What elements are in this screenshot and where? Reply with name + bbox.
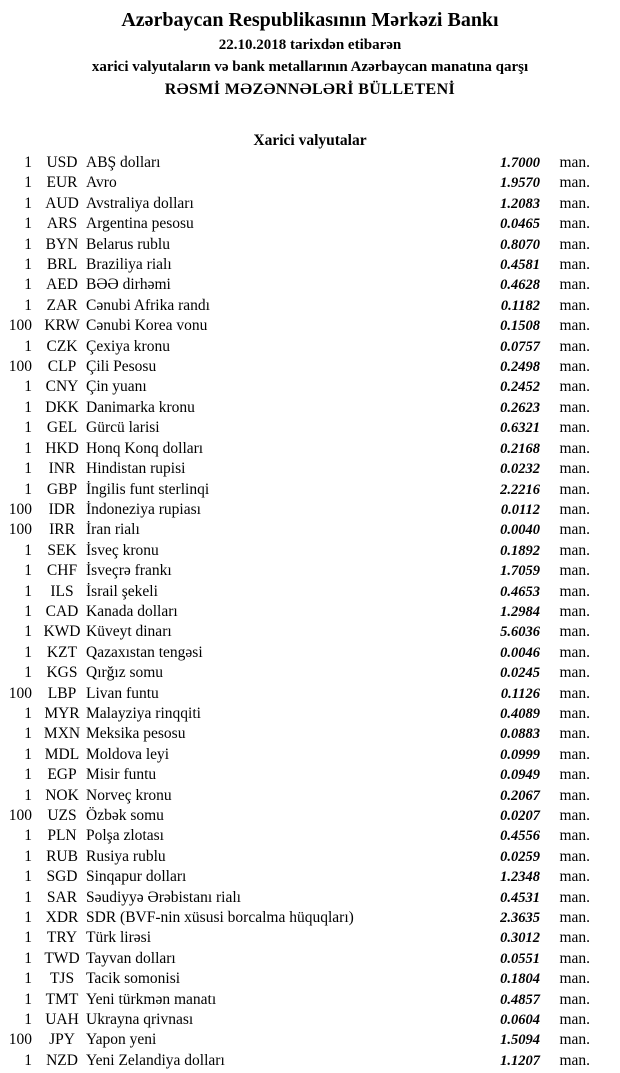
rate-unit: man. [559, 398, 590, 416]
currency-name: Moldova leyi [86, 745, 170, 763]
rate-quantity: 100 [8, 317, 32, 335]
rate-quantity: 1 [24, 337, 32, 355]
rate-quantity: 1 [24, 194, 32, 212]
currency-name: ABŞ dolları [86, 154, 161, 171]
currency-code: INR [48, 460, 76, 478]
currency-name: Argentina pesosu [86, 215, 194, 233]
rate-quantity: 1 [24, 276, 32, 294]
table-row [0, 848, 620, 868]
currency-name: Avro [86, 174, 117, 192]
rate-unit: man. [559, 847, 590, 865]
currency-name: Meksika pesosu [86, 725, 186, 743]
currency-name: Avstraliya dolları [86, 194, 194, 212]
effective-date: 22.10.2018 tarixdən etibarən [218, 37, 402, 53]
rate-unit: man. [559, 358, 590, 376]
table-row [0, 991, 620, 1011]
currency-code: CZK [46, 337, 78, 355]
rate-unit: man. [559, 888, 590, 906]
rate-quantity: 100 [8, 807, 32, 824]
currency-code: NOK [45, 786, 79, 804]
currency-code: ILS [50, 582, 74, 600]
rate-value: 0.0040 [500, 522, 540, 539]
table-row [0, 1052, 620, 1072]
rate-quantity: 1 [24, 868, 32, 886]
currency-code: LBP [47, 684, 77, 702]
rate-value: 0.2452 [500, 379, 540, 396]
currency-name: Səudiyyə Ərəbistanı rialı [86, 888, 241, 906]
rate-unit: man. [559, 929, 590, 947]
table-row [0, 338, 620, 358]
currency-code: UAH [45, 1011, 79, 1029]
currency-name: İsveç kronu [86, 541, 159, 559]
rate-unit: man. [559, 664, 590, 682]
rate-quantity: 1 [24, 398, 32, 416]
currency-code: CHF [46, 562, 78, 580]
rate-unit: man. [559, 868, 590, 886]
currency-name: Gürcü larisi [86, 419, 160, 437]
rate-unit: man. [559, 623, 590, 641]
currency-code: KWD [43, 623, 81, 641]
rate-quantity: 100 [8, 1031, 32, 1049]
document-subtitle: xarici valyutaların və bank metallarının Azərbaycan manatına qarşı [91, 59, 529, 75]
rate-value: 0.0883 [500, 726, 540, 743]
rate-unit: man. [559, 317, 590, 335]
rate-quantity: 1 [24, 970, 32, 988]
table-row [0, 154, 620, 174]
currency-name: Yeni türkmən manatı [86, 990, 217, 1008]
rate-unit: man. [559, 909, 590, 927]
table-row [0, 807, 620, 827]
currency-code: GBP [46, 480, 78, 498]
table-row [0, 297, 620, 317]
rate-quantity: 1 [24, 480, 32, 498]
currency-code: IRR [49, 521, 75, 539]
currency-code: MDL [44, 745, 80, 763]
rate-quantity: 1 [24, 378, 32, 396]
currency-code: CLP [47, 358, 77, 376]
table-row [0, 256, 620, 276]
rate-value: 0.4653 [500, 583, 540, 600]
table-row [0, 644, 620, 664]
table-row [0, 1031, 620, 1051]
currency-code: AUD [45, 194, 79, 212]
rate-unit: man. [559, 215, 590, 233]
table-row [0, 419, 620, 439]
rate-unit: man. [559, 256, 590, 274]
rate-value: 0.0207 [500, 808, 540, 824]
currency-name: Tacik somonisi [86, 970, 181, 988]
rate-quantity: 1 [24, 460, 32, 478]
rate-value: 1.2984 [500, 603, 540, 620]
table-row [0, 929, 620, 949]
currency-code: JPY [49, 1031, 75, 1049]
rate-unit: man. [559, 419, 590, 437]
rate-unit: man. [559, 990, 590, 1008]
rate-quantity: 1 [24, 235, 32, 253]
currency-name: Çin yuanı [86, 378, 147, 396]
rate-value: 0.0604 [500, 1012, 540, 1029]
rate-value: 0.0465 [500, 216, 540, 233]
rate-quantity: 1 [24, 664, 32, 682]
rate-unit: man. [559, 1031, 590, 1049]
currency-name: Özbək somu [86, 807, 164, 824]
currency-name: Misir funtu [86, 766, 157, 784]
table-row [0, 603, 620, 623]
table-row [0, 460, 620, 480]
rate-value: 1.2348 [500, 869, 540, 886]
table-row [0, 685, 620, 705]
table-row [0, 501, 620, 521]
rate-value: 5.6036 [500, 624, 540, 641]
rate-quantity: 1 [24, 602, 32, 620]
rate-unit: man. [559, 725, 590, 743]
rate-value: 0.4089 [500, 705, 540, 722]
rate-quantity: 1 [24, 949, 32, 967]
table-row [0, 481, 620, 501]
table-row [0, 725, 620, 745]
table-row [0, 1011, 620, 1031]
currency-name: Malayziya rinqqiti [86, 704, 201, 722]
table-row [0, 664, 620, 684]
table-row [0, 766, 620, 786]
rate-quantity: 1 [24, 766, 32, 784]
rate-unit: man. [559, 276, 590, 294]
rate-unit: man. [559, 480, 590, 498]
table-row [0, 174, 620, 194]
rate-quantity: 1 [24, 847, 32, 865]
rate-value: 1.1207 [500, 1052, 540, 1069]
currency-code: MYR [44, 704, 80, 722]
rate-unit: man. [559, 684, 590, 702]
rate-value: 0.6321 [500, 420, 540, 437]
rate-unit: man. [559, 460, 590, 478]
currency-code: RUB [46, 847, 78, 865]
rate-unit: man. [559, 337, 590, 355]
table-row [0, 276, 620, 296]
table-row [0, 970, 620, 990]
currency-code: CAD [45, 602, 79, 620]
table-row [0, 909, 620, 929]
rate-value: 0.4628 [500, 277, 540, 294]
table-row [0, 378, 620, 398]
rate-unit: man. [559, 745, 590, 763]
table-row [0, 236, 620, 256]
rate-unit: man. [559, 1051, 590, 1069]
currency-code: USD [46, 154, 78, 171]
rate-value: 0.4556 [500, 828, 540, 845]
rate-unit: man. [559, 521, 590, 539]
currency-name: Qırğız somu [86, 664, 164, 682]
rate-value: 1.9570 [500, 175, 540, 192]
rate-quantity: 1 [24, 256, 32, 274]
rate-value: 0.4531 [500, 889, 540, 906]
currency-name: Hindistan rupisi [86, 460, 186, 478]
table-row [0, 399, 620, 419]
rate-value: 0.0757 [500, 338, 540, 355]
rate-quantity: 1 [24, 643, 32, 661]
rate-unit: man. [559, 807, 590, 824]
rate-value: 2.2216 [500, 481, 540, 498]
rate-value: 0.0232 [500, 461, 540, 478]
rate-unit: man. [559, 194, 590, 212]
rate-unit: man. [559, 154, 590, 171]
currency-name: Danimarka kronu [86, 398, 195, 416]
currency-name: Çili Pesosu [86, 358, 157, 376]
currency-code: SEK [47, 541, 77, 559]
currency-name: Sinqapur dolları [86, 868, 187, 886]
rate-unit: man. [559, 786, 590, 804]
rate-quantity: 1 [24, 745, 32, 763]
currency-name: Cənubi Korea vonu [86, 317, 208, 335]
currency-code: TJS [49, 970, 75, 988]
table-row [0, 562, 620, 582]
currency-name: Yeni Zelandiya dolları [86, 1051, 225, 1069]
rate-value: 0.2623 [500, 399, 540, 416]
table-row [0, 215, 620, 235]
rate-value: 1.7059 [500, 563, 540, 580]
table-row [0, 868, 620, 888]
rate-unit: man. [559, 1011, 590, 1029]
rate-unit: man. [559, 766, 590, 784]
table-row [0, 317, 620, 337]
currency-code: TMT [45, 990, 79, 1008]
rate-quantity: 100 [8, 521, 32, 539]
rate-unit: man. [559, 500, 590, 518]
currency-name: Norveç kronu [86, 786, 172, 804]
currency-code: CNY [45, 378, 79, 396]
currency-code: TWD [44, 949, 80, 967]
table-row [0, 746, 620, 766]
currency-code: NZD [46, 1051, 78, 1069]
currency-name: Türk lirəsi [86, 929, 151, 947]
rate-quantity: 1 [24, 929, 32, 947]
rate-value: 0.0245 [500, 665, 540, 682]
rate-value: 0.1508 [500, 318, 540, 335]
currency-name: İsrail şekeli [86, 582, 158, 600]
currency-name: Braziliya rialı [86, 256, 172, 274]
rate-unit: man. [559, 541, 590, 559]
rate-quantity: 1 [24, 439, 32, 457]
rate-value: 0.0259 [500, 848, 540, 865]
rate-quantity: 1 [24, 725, 32, 743]
currency-name: Qazaxıstan tengəsi [86, 643, 203, 661]
rate-unit: man. [559, 562, 590, 580]
currency-code: XDR [45, 909, 79, 927]
currency-code: AED [46, 276, 78, 294]
rate-unit: man. [559, 439, 590, 457]
table-row [0, 827, 620, 847]
rate-quantity: 1 [24, 296, 32, 314]
currency-name: Honq Konq dolları [86, 439, 204, 457]
rate-quantity: 1 [24, 704, 32, 722]
currency-code: KRW [44, 317, 80, 335]
currency-name: İndoneziya rupiası [86, 500, 201, 518]
table-row [0, 787, 620, 807]
rate-unit: man. [559, 827, 590, 845]
rate-unit: man. [559, 296, 590, 314]
rate-value: 1.7000 [500, 155, 540, 171]
currency-name: Kanada dolları [86, 602, 178, 620]
rate-value: 0.0949 [500, 767, 540, 784]
currency-name: Ukrayna qrivnası [86, 1011, 194, 1029]
currency-name: İngilis funt sterlinqi [86, 480, 210, 498]
currency-name: Polşa zlotası [86, 827, 164, 845]
rate-value: 0.3012 [500, 930, 540, 947]
currency-name: İsveçrə frankı [86, 562, 172, 580]
currency-code: ARS [46, 215, 78, 233]
rate-value: 0.4857 [500, 991, 540, 1008]
table-row [0, 358, 620, 378]
currency-name: Çexiya kronu [86, 337, 170, 355]
table-row [0, 623, 620, 643]
currency-name: Küveyt dinarı [86, 623, 172, 641]
table-row [0, 950, 620, 970]
rate-quantity: 1 [24, 562, 32, 580]
rate-value: 0.8070 [500, 236, 540, 253]
rate-quantity: 1 [24, 1051, 32, 1069]
currency-name: İran rialı [86, 521, 140, 539]
currency-code: UZS [47, 807, 77, 824]
rate-value: 0.4581 [500, 257, 540, 274]
rate-quantity: 1 [24, 419, 32, 437]
rate-unit: man. [559, 970, 590, 988]
rate-quantity: 1 [24, 174, 32, 192]
rate-value: 0.1892 [500, 542, 540, 559]
currency-code: IDR [48, 500, 76, 518]
rate-value: 0.0112 [500, 501, 540, 518]
currency-code: EGP [47, 766, 77, 784]
rate-value: 0.0551 [500, 950, 540, 967]
currency-name: Livan funtu [86, 684, 159, 702]
currency-code: TRY [46, 929, 78, 947]
rate-value: 0.0999 [500, 746, 540, 763]
currency-name: BƏƏ dirhəmi [86, 276, 171, 294]
currency-name: Cənubi Afrika randı [86, 296, 210, 314]
rate-quantity: 100 [8, 500, 32, 518]
rate-unit: man. [559, 582, 590, 600]
rate-quantity: 1 [24, 1011, 32, 1029]
rate-quantity: 1 [24, 990, 32, 1008]
rate-quantity: 100 [8, 358, 32, 376]
currency-code: HKD [45, 439, 79, 457]
rate-unit: man. [559, 643, 590, 661]
currency-code: DKK [45, 398, 79, 416]
rate-unit: man. [559, 704, 590, 722]
currency-code: SGD [46, 868, 78, 886]
currency-code: MXN [43, 725, 81, 743]
currency-name: Yapon yeni [86, 1031, 157, 1049]
table-row [0, 440, 620, 460]
currency-code: BYN [45, 235, 79, 253]
table-row [0, 542, 620, 562]
rate-quantity: 1 [24, 909, 32, 927]
rate-quantity: 1 [24, 541, 32, 559]
rate-unit: man. [559, 949, 590, 967]
rate-unit: man. [559, 174, 590, 192]
currency-name: Belarus rublu [86, 235, 170, 253]
rate-value: 0.2168 [500, 440, 540, 457]
table-row [0, 583, 620, 603]
rate-quantity: 1 [24, 888, 32, 906]
rate-quantity: 1 [24, 215, 32, 233]
currency-code: KZT [46, 643, 78, 661]
rate-value: 0.1126 [500, 685, 540, 702]
currency-code: ZAR [46, 296, 78, 314]
rate-quantity: 1 [24, 154, 32, 171]
rate-value: 0.0046 [500, 644, 540, 661]
bulletin-heading: RƏSMİ MƏZƏNNƏLƏRİ BÜLLETENİ [164, 81, 456, 98]
rate-quantity: 100 [8, 684, 32, 702]
currency-code: SAR [46, 888, 78, 906]
rate-value: 0.1182 [500, 297, 540, 314]
currency-name: Rusiya rublu [86, 847, 166, 865]
currency-code: PLN [47, 827, 77, 845]
rate-value: 2.3635 [500, 910, 540, 927]
rate-quantity: 1 [24, 582, 32, 600]
rate-unit: man. [559, 602, 590, 620]
currency-code: KGS [46, 664, 78, 682]
currency-code: BRL [46, 256, 78, 274]
rate-unit: man. [559, 235, 590, 253]
page-title: Azərbaycan Respublikasının Mərkəzi Bankı [121, 9, 499, 31]
table-row [0, 195, 620, 215]
document-header [0, 0, 620, 101]
rate-value: 0.2067 [500, 787, 540, 804]
rate-value: 0.1804 [500, 971, 540, 988]
rate-quantity: 1 [24, 827, 32, 845]
rate-unit: man. [559, 378, 590, 396]
table-row [0, 705, 620, 725]
currency-code: EUR [46, 174, 78, 192]
currency-name: SDR (BVF-nin xüsusi borcalma hüquqları) [86, 909, 354, 927]
rates-table [0, 154, 620, 1072]
rate-value: 0.2498 [500, 359, 540, 376]
table-row [0, 889, 620, 909]
rate-quantity: 1 [24, 623, 32, 641]
rate-value: 1.5094 [500, 1032, 540, 1049]
rate-quantity: 1 [24, 786, 32, 804]
currency-code: GEL [46, 419, 78, 437]
currency-name: Tayvan dolları [86, 949, 176, 967]
table-row [0, 521, 620, 541]
rate-value: 1.2083 [500, 195, 540, 212]
section-title-foreign-currencies: Xarici valyutalar [253, 132, 367, 149]
